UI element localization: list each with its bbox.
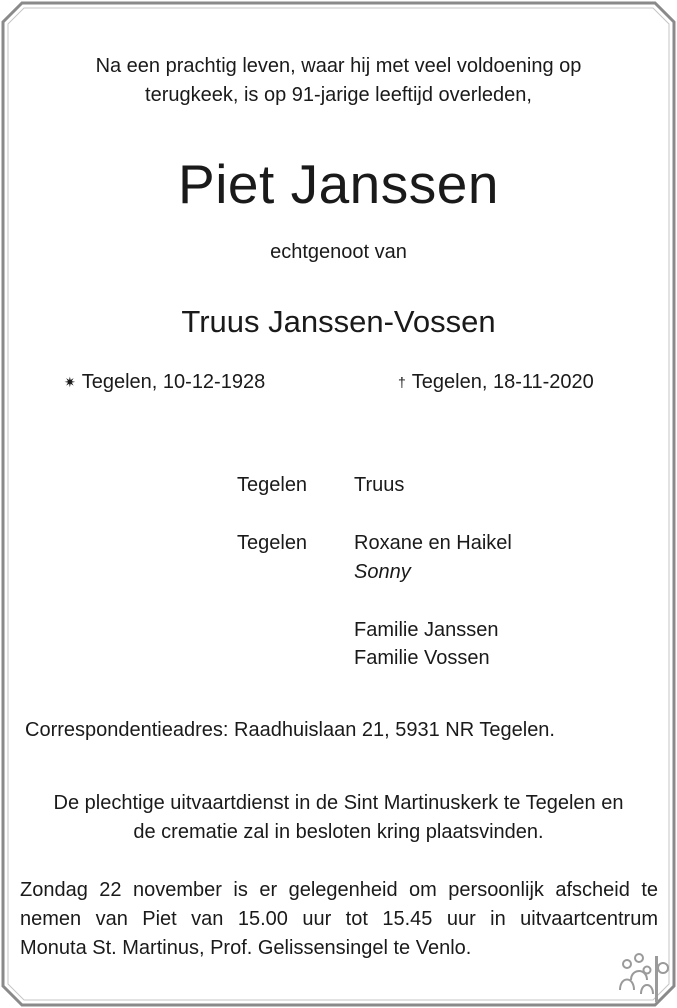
correspondence-address: Correspondentieadres: Raadhuislaan 21, 5931 NR Tegelen. xyxy=(25,719,555,741)
death-text: Tegelen, 18-11-2020 xyxy=(411,371,594,393)
family-row1-place: Tegelen xyxy=(237,474,308,496)
family-row2-name: Roxane en Haikel xyxy=(354,532,512,554)
service-line-2: de crematie zal in besloten kring plaatsvinden. xyxy=(133,821,544,843)
intro-line-2: terugkeek, is op 91-jarige leeftijd overleden, xyxy=(145,84,532,106)
family-row2-place: Tegelen xyxy=(237,532,308,554)
intro-line-1: Na een prachtig leven, waar hij met veel voldoening op xyxy=(95,55,582,77)
intro-text xyxy=(0,52,677,110)
relation-label: echtgenoot van xyxy=(270,241,407,263)
family-vossen: Familie Vossen xyxy=(354,647,490,669)
birth-info xyxy=(64,369,265,396)
farewell-line-1: Zondag 22 november is er gelegenheid om persoonlijk afscheid te xyxy=(20,879,658,901)
farewell-line-3: Monuta St. Martinus, Prof. Gelissensingel te Venlo. xyxy=(20,937,472,959)
family-logo-icon xyxy=(615,950,675,1006)
family-row1-name: Truus xyxy=(354,474,405,496)
spouse-name: Truus Janssen-Vossen xyxy=(181,304,496,339)
family-janssen: Familie Janssen xyxy=(354,619,499,641)
farewell-line-2: nemen van Piet van 15.00 uur tot 15.45 uur in uitvaartcentrum xyxy=(20,908,658,930)
deceased-name: Piet Janssen xyxy=(178,153,499,215)
farewell-text xyxy=(20,876,658,963)
birth-star-icon: ✷ xyxy=(64,374,76,390)
service-text xyxy=(18,789,659,847)
death-cross-icon: † xyxy=(398,374,406,390)
service-line-1: De plechtige uitvaartdienst in de Sint Martinuskerk te Tegelen en xyxy=(53,792,624,814)
death-info xyxy=(398,369,594,396)
family-row2-sub: Sonny xyxy=(354,561,411,583)
birth-text: Tegelen, 10-12-1928 xyxy=(81,371,266,393)
